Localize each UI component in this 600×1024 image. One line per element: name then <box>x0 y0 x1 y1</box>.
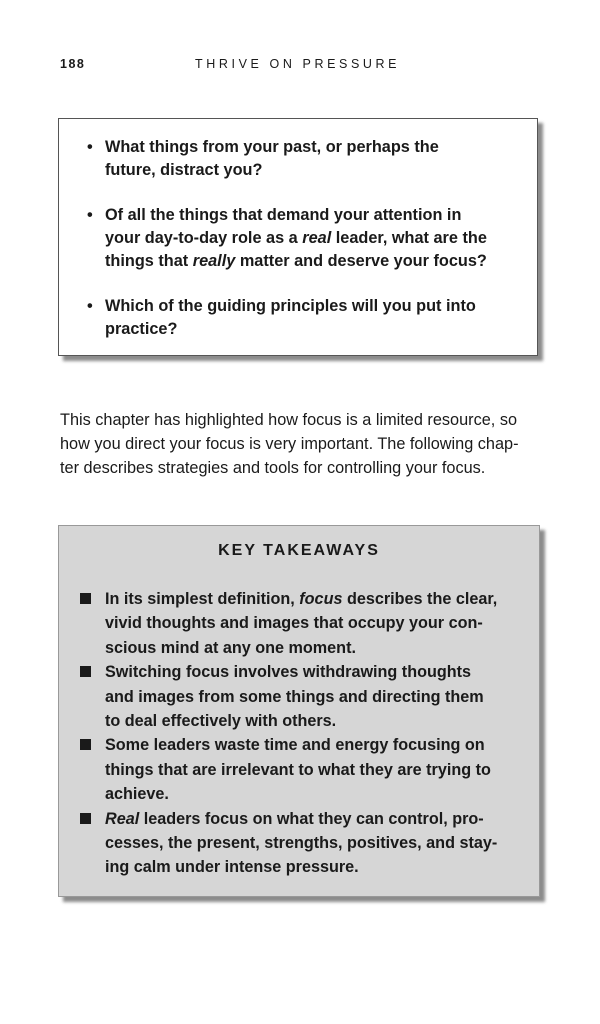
reflection-questions-box <box>58 118 538 356</box>
takeaway-item <box>80 807 520 880</box>
takeaway-line <box>105 807 520 831</box>
question-line: Of all the things that demand your attention in <box>105 206 462 224</box>
running-title: THRIVE ON PRESSURE <box>195 57 401 71</box>
question-item <box>87 295 517 341</box>
takeaway-line: vivid thoughts and images that occupy your con- <box>105 614 483 633</box>
question-text: things that <box>105 252 193 270</box>
takeaways-list <box>80 587 520 880</box>
takeaway-line: ing calm under intense pressure. <box>105 858 359 877</box>
key-takeaways-title: KEY TAKEAWAYS <box>218 542 380 559</box>
emphasis-text: really <box>192 252 236 270</box>
question-line: What things from your past, or perhaps the <box>105 138 439 156</box>
paragraph-line: ter describes strategies and tools for controlling your focus. <box>60 459 486 477</box>
emphasis-text: Real <box>105 809 140 828</box>
paragraph-line: how you direct your focus is very important. The following chap- <box>60 435 519 453</box>
takeaway-line <box>105 587 520 611</box>
takeaway-text: describes the clear, <box>342 590 498 608</box>
square-bullet-icon <box>80 813 91 824</box>
square-bullet-icon <box>80 666 91 677</box>
bullet-icon: • <box>87 138 93 156</box>
question-line: Which of the guiding principles will you put into <box>105 297 476 315</box>
takeaway-line: cesses, the present, strengths, positives, and stay- <box>105 834 498 853</box>
question-item <box>87 136 517 182</box>
takeaway-item <box>80 587 520 660</box>
takeaway-item <box>80 660 520 733</box>
running-header <box>60 57 540 73</box>
question-line: future, distract you? <box>105 161 263 179</box>
page-number: 188 <box>60 57 86 71</box>
question-text: leader, what are the <box>331 229 487 247</box>
takeaway-line: Switching focus involves withdrawing thoughts <box>105 663 472 682</box>
emphasis-text: focus <box>299 590 343 608</box>
takeaway-line: achieve. <box>105 785 169 804</box>
takeaway-text: In its simplest definition, <box>105 590 300 608</box>
question-item <box>87 204 517 273</box>
paragraph-line: This chapter has highlighted how focus is a limited resource, so <box>60 411 518 429</box>
bullet-icon: • <box>87 297 93 315</box>
question-text: matter and deserve your focus? <box>235 252 487 270</box>
key-takeaways-box <box>58 525 540 897</box>
takeaway-item <box>80 733 520 806</box>
takeaway-line: to deal effectively with others. <box>105 712 337 731</box>
takeaway-line: Some leaders waste time and energy focusing on <box>105 736 485 755</box>
takeaway-text: leaders focus on what they can control, pro- <box>139 809 484 828</box>
emphasis-text: real <box>302 229 332 247</box>
bullet-icon: • <box>87 206 93 224</box>
takeaway-line: things that are irrelevant to what they are trying to <box>105 760 491 779</box>
takeaway-line: and images from some things and directing them <box>105 687 484 706</box>
square-bullet-icon <box>80 593 91 604</box>
questions-list <box>87 136 517 363</box>
question-line: practice? <box>105 320 178 338</box>
question-text: your day-to-day role as a <box>105 229 303 247</box>
body-paragraph <box>60 408 550 480</box>
square-bullet-icon <box>80 739 91 750</box>
takeaway-line: scious mind at any one moment. <box>105 638 356 657</box>
